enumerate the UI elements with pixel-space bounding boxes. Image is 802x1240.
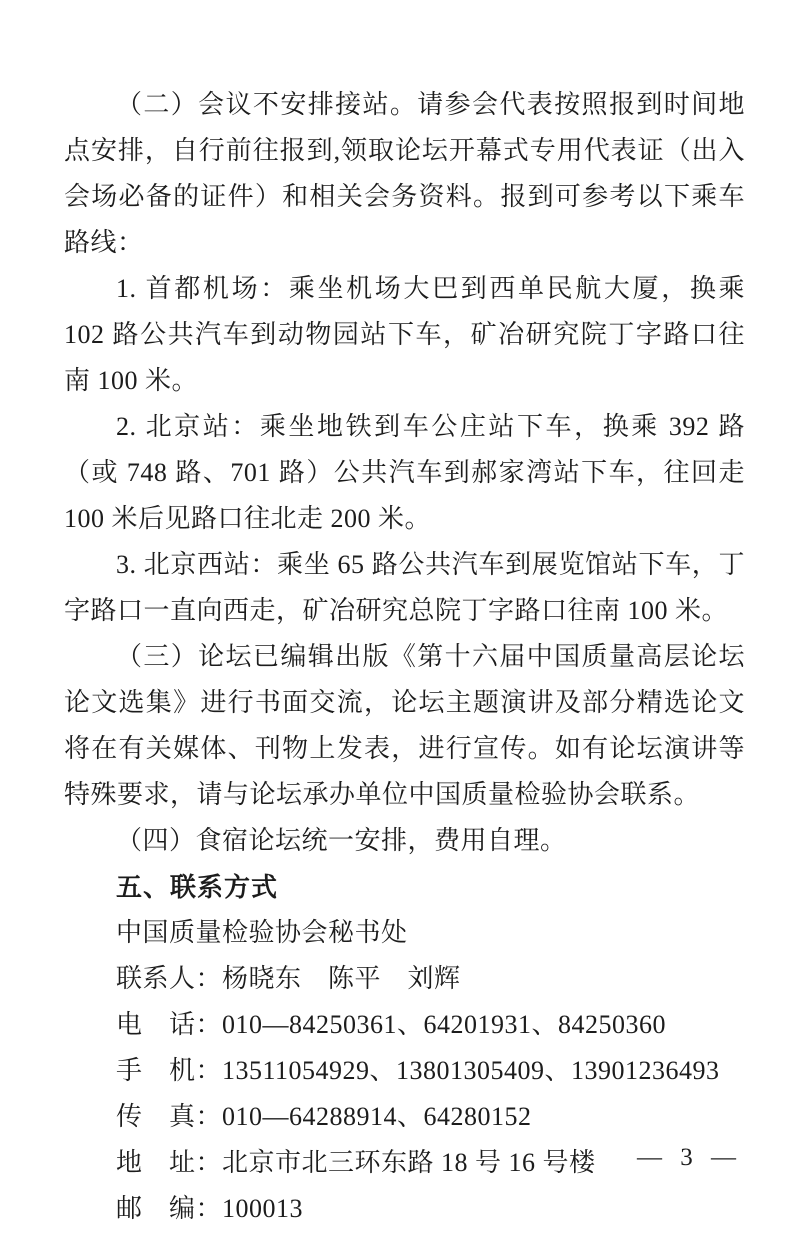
organization-name: 中国质量检验协会秘书处 (116, 918, 408, 947)
contact-value: 13511054929、13801305409、13901236493 (222, 1056, 720, 1085)
contact-label: 手 机： (116, 1056, 223, 1085)
contact-label: 电 话： (116, 1010, 223, 1039)
contact-label: 联系人： (116, 964, 223, 993)
contact-label: 传 真： (116, 1102, 223, 1131)
contact-value: 010—64288914、64280152 (222, 1102, 532, 1131)
page-number: — 3 — (637, 1144, 742, 1171)
paragraph-route-beijing-station: 2. 北京站：乘坐地铁到车公庄站下车，换乘 392 路（或 748 路、701 路）公共汽车到郝家湾站下车，往回走 100 米后见路口往北走 200 米。 (64, 412, 745, 533)
contact-value: 北京市北三环东路 18 号 16 号楼 (222, 1148, 596, 1177)
paragraph-no-pickup-notice: （二）会议不安排接站。请参会代表按照报到时间地点安排，自行前往报到,领取论坛开幕式专用代表证（出入会场必备的证件）和相关会务资料。报到可参考以下乘车路线： (64, 90, 745, 257)
paragraph-forum-proceedings: （三）论坛已编辑出版《第十六届中国质量高层论坛论文选集》进行书面交流，论坛主题演讲及部分精选论文将在有关媒体、刊物上发表，进行宣传。如有论坛演讲等特殊要求，请与论坛承办单位中国质量检验协会联系。 (64, 642, 745, 809)
contact-label: 邮 编： (116, 1194, 223, 1223)
contact-label: 地 址： (116, 1148, 223, 1177)
paragraph-route-beijing-west-station: 3. 北京西站：乘坐 65 路公共汽车到展览馆站下车，丁字路口一直向西走，矿冶研究总院丁字路口往南 100 米。 (64, 550, 745, 625)
section-heading-contact-info: 五、联系方式 (116, 872, 279, 902)
contact-row-telephone (64, 1002, 745, 1048)
contact-value: 010—84250361、64201931、84250360 (222, 1010, 667, 1039)
contact-row-fax (64, 1094, 745, 1140)
contact-row-postcode (64, 1186, 745, 1232)
paragraph-route-capital-airport: 1. 首都机场：乘坐机场大巴到西单民航大厦，换乘 102 路公共汽车到动物园站下车，矿冶研究院丁字路口往南 100 米。 (64, 274, 745, 395)
contact-value: 100013 (222, 1194, 304, 1223)
contact-row-mobile (64, 1048, 745, 1094)
contact-value: 杨晓东 陈平 刘辉 (222, 964, 461, 993)
contact-row-person (64, 956, 745, 1002)
paragraph-accommodation: （四）食宿论坛统一安排，费用自理。 (116, 826, 567, 855)
